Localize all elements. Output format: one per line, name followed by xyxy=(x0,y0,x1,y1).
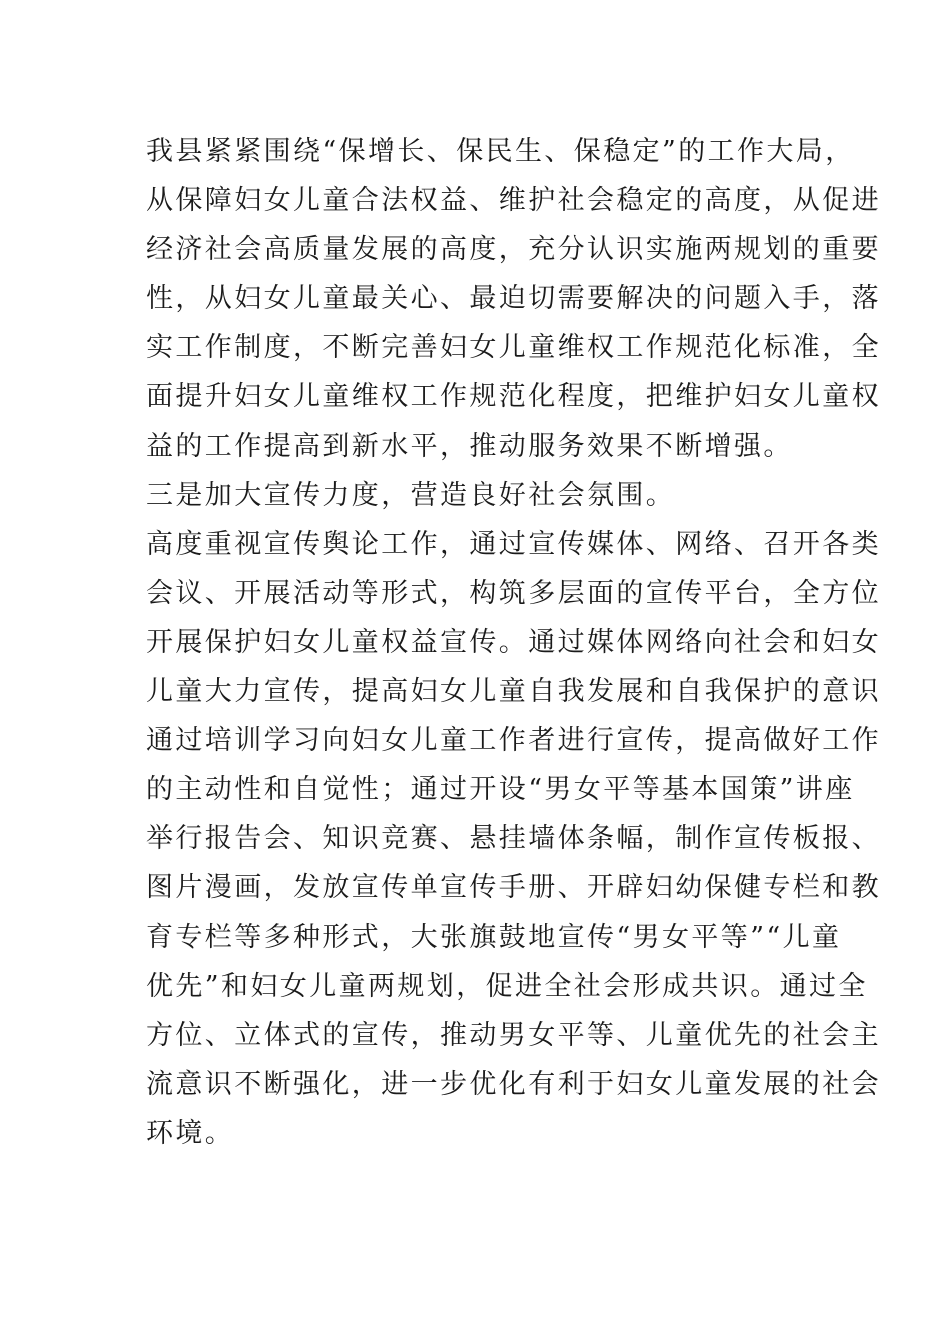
text-line: 优先”和妇女儿童两规划，促进全社会形成共识。通过全 xyxy=(146,970,868,1002)
text-line: 环境。 xyxy=(146,1117,235,1149)
text-line: 性，从妇女儿童最关心、最迫切需要解决的问题入手，落 xyxy=(146,283,881,315)
text-line: 我县紧紧围绕“保增长、保民生、保稳定”的工作大局， xyxy=(146,136,855,167)
text-line: 会议、开展活动等形式，构筑多层面的宣传平台，全方位 xyxy=(146,577,881,609)
document-body xyxy=(146,127,881,1158)
text-line: 从保障妇女儿童合法权益、维护社会稳定的高度，从促进 xyxy=(146,185,881,217)
text-line: 儿童大力宣传，提高妇女儿童自我发展和自我保护的意识 xyxy=(146,676,881,708)
text-line: 高度重视宣传舆论工作，通过宣传媒体、网络、召开各类 xyxy=(146,528,881,560)
text-line: 方位、立体式的宣传，推动男女平等、儿童优先的社会主 xyxy=(146,1019,881,1051)
text-line: 举行报告会、知识竞赛、悬挂墙体条幅，制作宣传板报、 xyxy=(146,823,881,855)
text-line: 开展保护妇女儿童权益宣传。通过媒体网络向社会和妇女 xyxy=(146,626,881,658)
text-line: 实工作制度，不断完善妇女儿童维权工作规范化标准，全 xyxy=(146,332,881,364)
text-line: 经济社会高质量发展的高度，充分认识实施两规划的重要 xyxy=(146,234,881,266)
text-line: 益的工作提高到新水平，推动服务效果不断增强。 xyxy=(146,430,793,462)
text-line: 的主动性和自觉性；通过开设“男女平等基本国策”讲座 xyxy=(146,774,855,806)
text-line: 通过培训学习向妇女儿童工作者进行宣传，提高做好工作 xyxy=(146,725,881,757)
text-line: 图片漫画，发放宣传单宣传手册、开辟妇幼保健专栏和教 xyxy=(146,872,881,904)
section-heading: 三是加大宣传力度，营造良好社会氛围。 xyxy=(146,479,676,511)
text-line: 流意识不断强化，进一步优化有利于妇女儿童发展的社会 xyxy=(146,1068,881,1100)
text-line: 面提升妇女儿童维权工作规范化程度，把维护妇女儿童权 xyxy=(146,381,881,413)
text-line: 育专栏等多种形式，大张旗鼓地宣传“男女平等”“儿童 xyxy=(146,921,842,953)
